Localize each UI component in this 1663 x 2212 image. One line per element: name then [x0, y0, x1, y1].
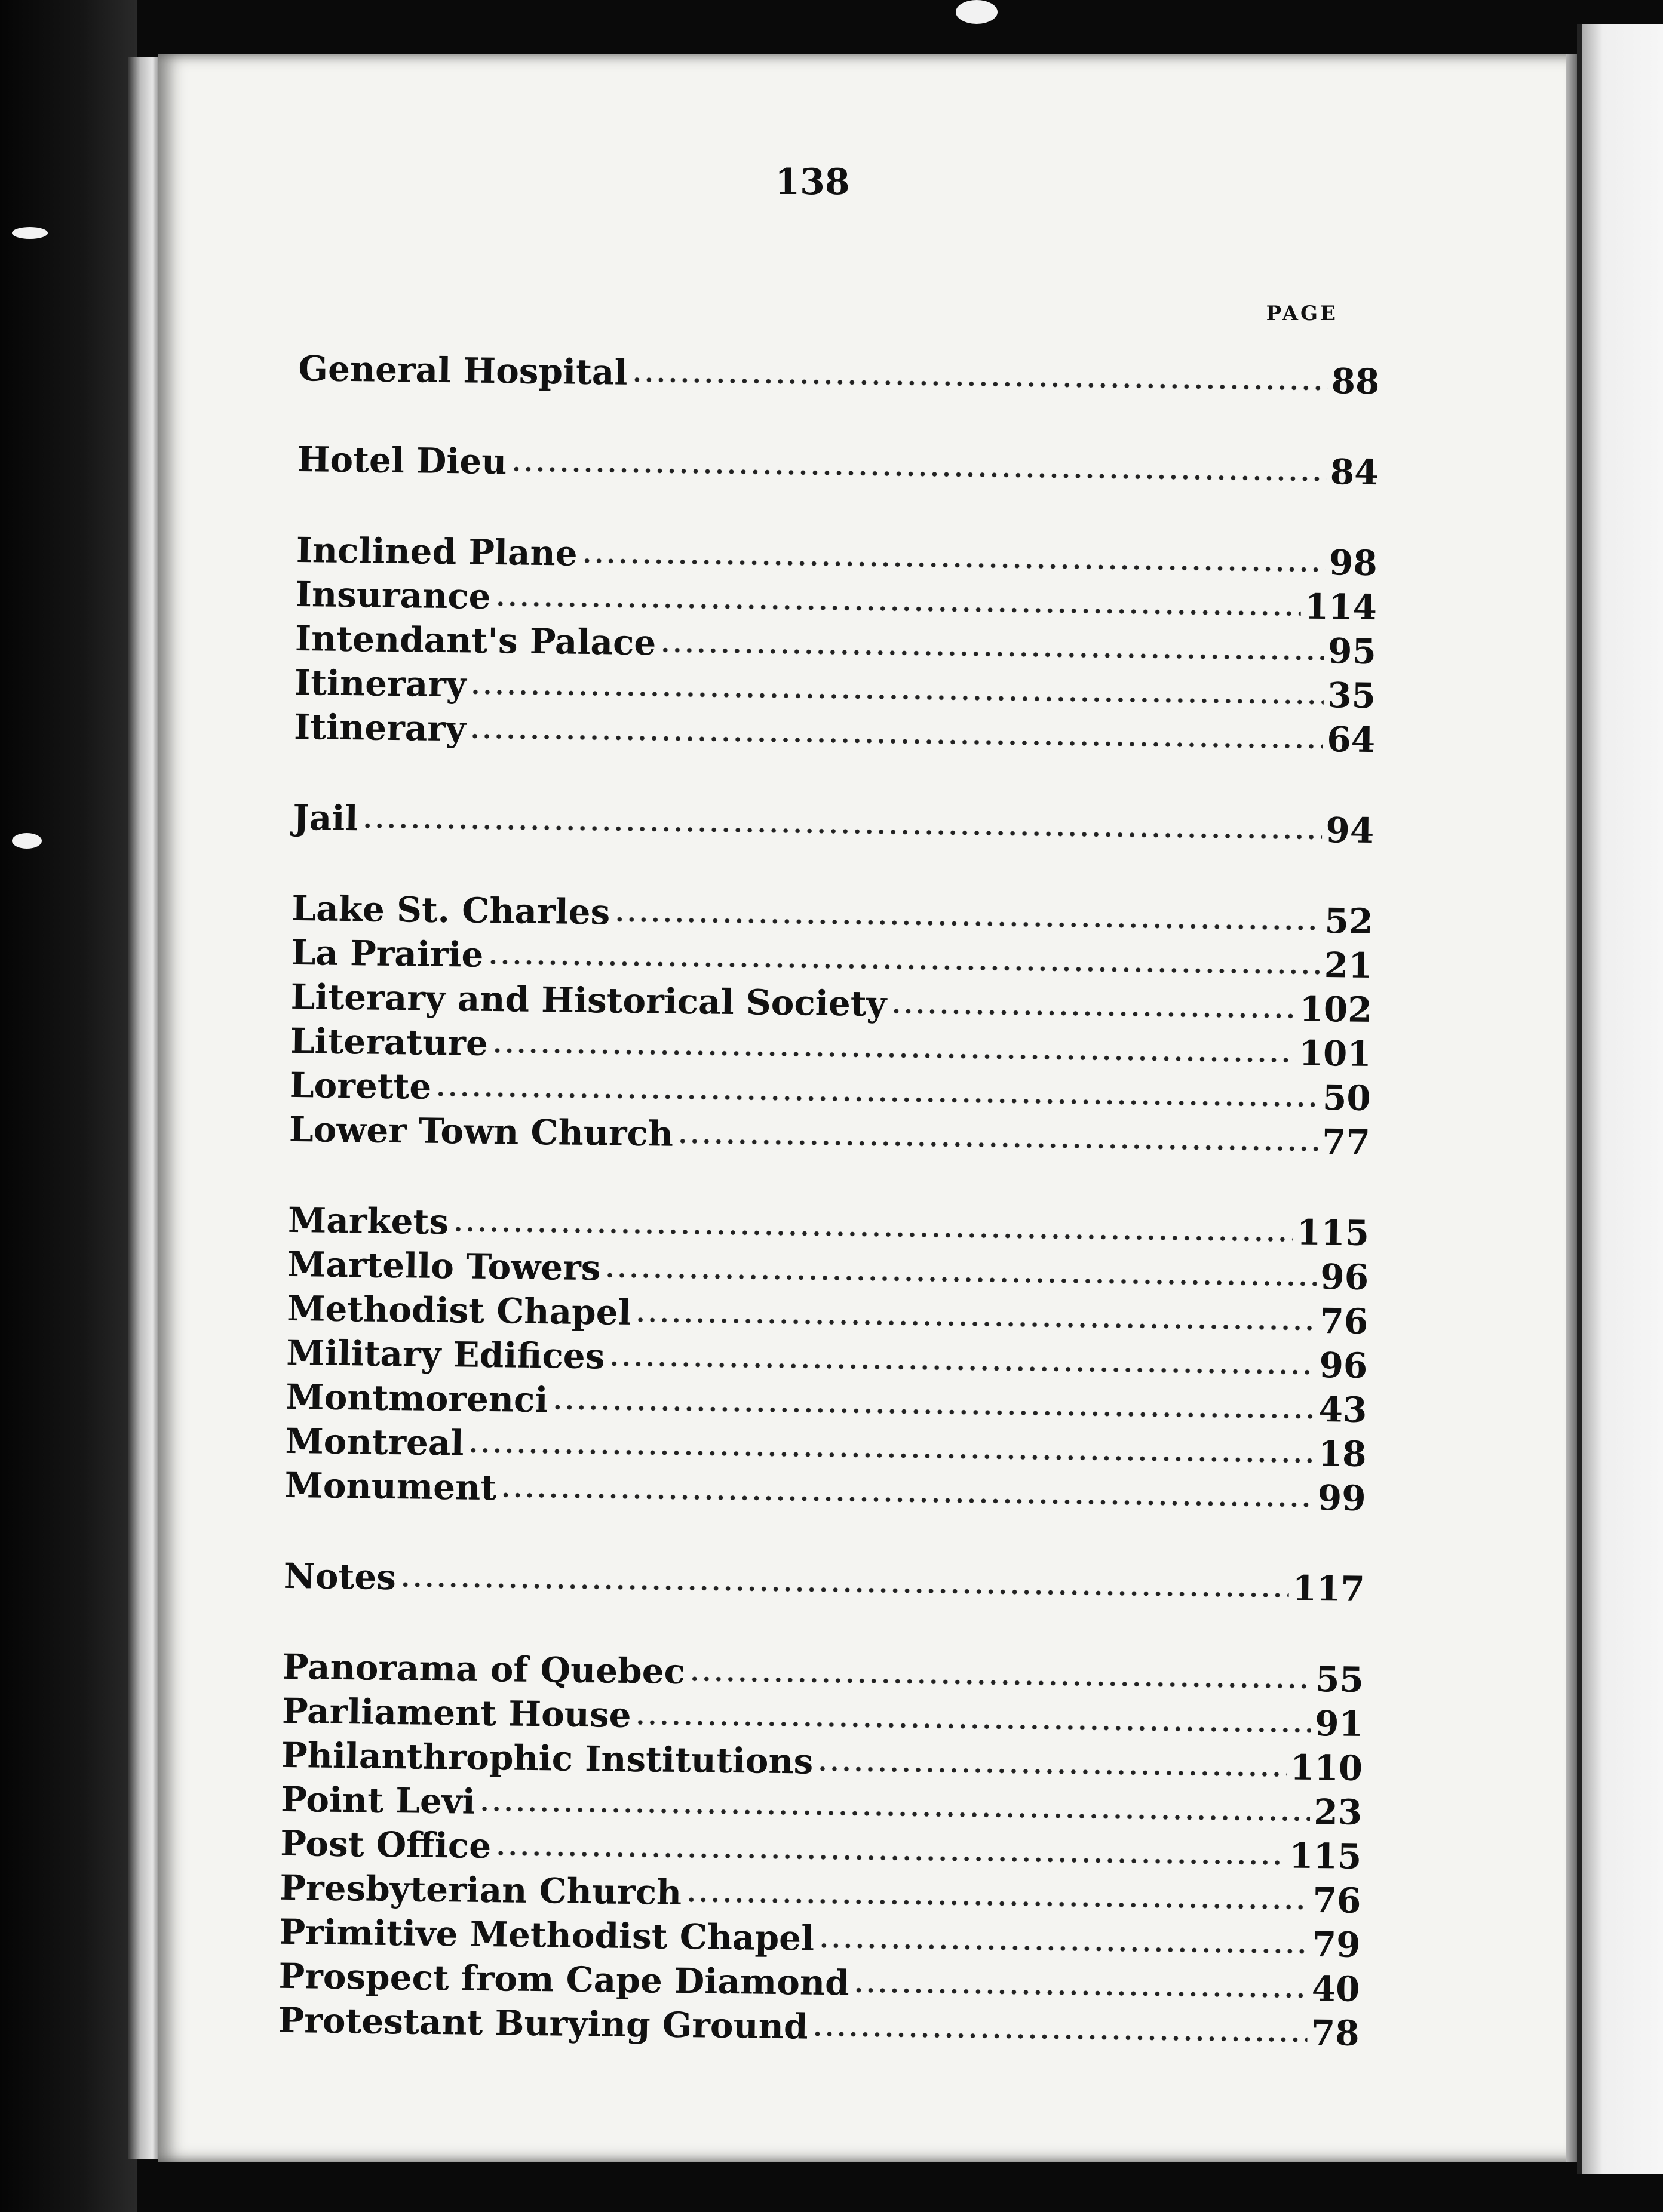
dot-leader — [494, 600, 1300, 617]
index-entry-title: Itinerary — [294, 662, 467, 705]
index-entry-page: 96 — [1319, 1345, 1368, 1386]
index-entry-title: Itinerary — [293, 706, 467, 749]
dot-leader — [811, 2030, 1308, 2044]
index-entry-title: Lorette — [289, 1064, 432, 1107]
dot-leader — [469, 733, 1323, 750]
dot-leader — [495, 1850, 1285, 1866]
index-entry-page: 76 — [1312, 1879, 1361, 1921]
index-entry-title: Protestant Burying Ground — [278, 1999, 808, 2047]
index-entry-page: 79 — [1312, 1924, 1361, 1965]
index-entry-title: Hotel Dieu — [297, 438, 507, 483]
index-entry-title: General Hospital — [298, 348, 628, 393]
index-entry-title: Point Levi — [280, 1778, 476, 1822]
index-entry-title: Primitive Methodist Chapel — [279, 1911, 815, 1959]
index-entry-page: 99 — [1317, 1477, 1366, 1519]
index-entry-page: 115 — [1288, 1835, 1362, 1877]
index-entry-page: 101 — [1299, 1033, 1372, 1075]
dot-leader — [492, 1047, 1296, 1064]
index-entry-page: 52 — [1324, 901, 1373, 942]
index-list — [278, 346, 1380, 2056]
index-entry-title: Intendant's Palace — [294, 617, 656, 663]
index-entry-page: 102 — [1299, 988, 1372, 1031]
index-entry-page: 95 — [1327, 631, 1377, 672]
dot-leader — [435, 1090, 1319, 1108]
dot-leader — [613, 916, 1321, 932]
index-entry-title: Montmorenci — [286, 1376, 548, 1421]
next-page-sliver — [1577, 24, 1663, 2174]
dot-leader — [634, 1316, 1316, 1332]
index-entry-title: Literary and Historical Society — [290, 976, 887, 1025]
dot-leader — [500, 1491, 1314, 1509]
index-entry-page: 43 — [1318, 1388, 1367, 1430]
dot-leader — [478, 1805, 1310, 1823]
index-entry-page: 76 — [1320, 1301, 1369, 1342]
page-column-header: PAGE — [1266, 302, 1338, 325]
dot-leader — [452, 1225, 1293, 1243]
index-entry-page: 50 — [1322, 1077, 1371, 1119]
dot-leader — [487, 958, 1320, 976]
dot-leader — [608, 1360, 1315, 1375]
dot-leader — [818, 1942, 1309, 1955]
index-entry-title: Monument — [284, 1464, 497, 1509]
index-entry-title: Parliament House — [281, 1690, 631, 1735]
dot-leader — [634, 1719, 1311, 1734]
dot-leader — [400, 1581, 1289, 1599]
dot-leader — [890, 1007, 1296, 1019]
dot-leader — [677, 1138, 1318, 1153]
index-entry-page: 77 — [1321, 1122, 1371, 1163]
index-entry-title: Panorama of Quebec — [282, 1646, 686, 1692]
index-entry-page: 64 — [1326, 719, 1376, 761]
dot-leader — [551, 1403, 1315, 1420]
index-entry-title: Notes — [283, 1555, 397, 1598]
book-spine — [0, 0, 137, 2212]
index-entry-title: Insurance — [295, 573, 491, 617]
index-entry-page: 98 — [1328, 542, 1378, 584]
index-entry-page: 94 — [1326, 810, 1374, 852]
index-entry-title: Methodist Chapel — [286, 1288, 632, 1333]
index-entry-page: 91 — [1314, 1703, 1364, 1744]
dot-leader — [685, 1896, 1309, 1911]
index-entry-title: Presbyterian Church — [280, 1867, 682, 1913]
page-stack-edge — [128, 57, 158, 2159]
index-entry-title: Lower Town Church — [289, 1108, 674, 1154]
index-entry-page: 78 — [1311, 2012, 1360, 2054]
index-entry-page: 35 — [1327, 675, 1376, 717]
index-entry-title: Prospect from Cape Diamond — [278, 1955, 850, 2004]
index-entry-page: 21 — [1324, 945, 1373, 987]
dot-leader — [604, 1271, 1317, 1288]
index-entry-page: 110 — [1290, 1747, 1363, 1789]
index-entry-title: Markets — [287, 1199, 449, 1243]
dot-leader — [581, 557, 1326, 573]
index-entry-title: Martello Towers — [287, 1243, 601, 1289]
index-entry-page: 117 — [1292, 1568, 1366, 1609]
index-entry-page: 23 — [1314, 1791, 1363, 1833]
index-entry-title: Lake St. Charles — [292, 887, 610, 933]
scan-speck — [12, 833, 42, 849]
index-entry-page: 55 — [1315, 1658, 1364, 1700]
page-number: 138 — [775, 161, 850, 203]
dot-leader — [817, 1765, 1287, 1778]
dot-leader — [659, 646, 1324, 662]
dot-leader — [852, 1987, 1308, 1999]
index-entry-page: 84 — [1330, 451, 1379, 493]
dot-leader — [631, 376, 1327, 392]
dot-leader — [470, 689, 1324, 706]
index-entry-title: Post Office — [280, 1823, 492, 1867]
next-page-edge — [1577, 24, 1582, 2174]
dot-leader — [361, 822, 1322, 841]
index-entry-title: La Prairie — [291, 932, 484, 975]
index-entry-title: Jail — [292, 797, 358, 839]
index-entry-title: Literature — [290, 1020, 489, 1064]
index-entry-page: 115 — [1296, 1212, 1370, 1254]
index-entry-title: Military Edifices — [286, 1332, 605, 1377]
scan-speck — [956, 0, 998, 24]
dot-leader — [510, 465, 1327, 483]
index-entry-page: 18 — [1318, 1433, 1367, 1474]
index-entry-page: 88 — [1331, 361, 1380, 403]
index-entry-page: 114 — [1304, 586, 1377, 628]
dot-leader — [467, 1447, 1314, 1464]
index-entry-title: Philanthrophic Institutions — [281, 1734, 814, 1782]
dot-leader — [689, 1675, 1312, 1690]
index-entry-title: Inclined Plane — [296, 529, 578, 574]
index-entry-page: 96 — [1320, 1256, 1369, 1298]
index-entry-title: Montreal — [285, 1420, 464, 1464]
scan-speck — [12, 227, 48, 239]
index-entry-page: 40 — [1311, 1968, 1360, 2010]
